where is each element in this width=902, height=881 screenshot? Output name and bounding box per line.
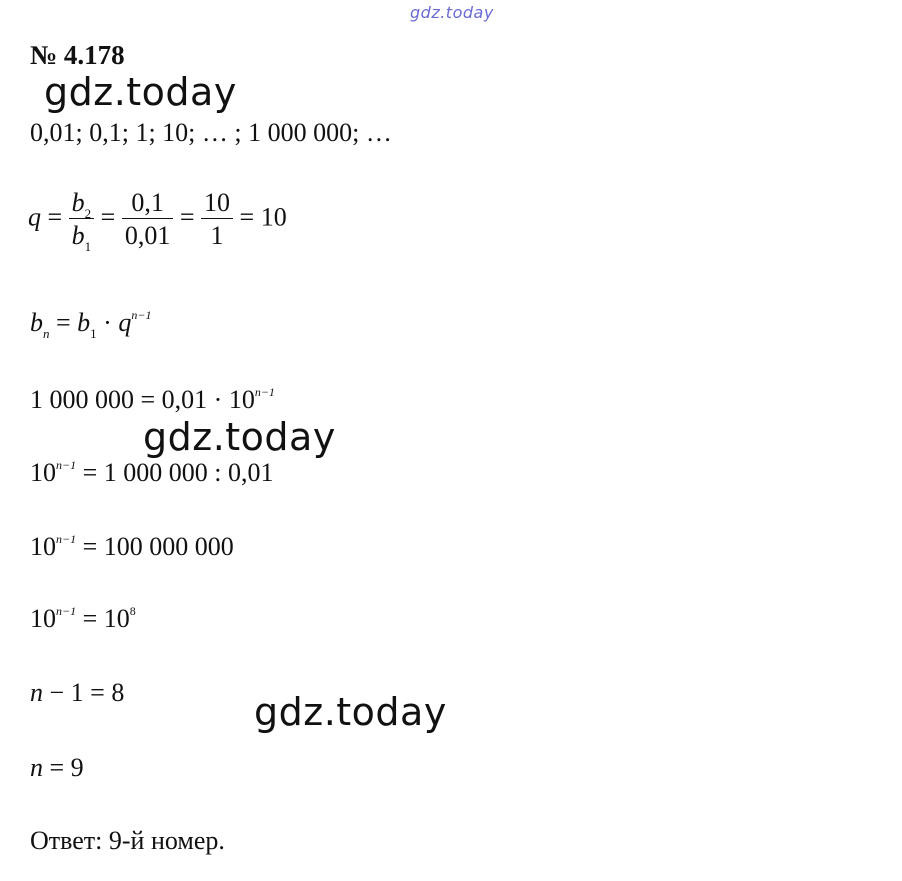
general-term-formula: $b_n = b_1 \cdot q^{n-1}$ xyxy=(30,308,152,341)
fraction-simplified: $\frac{10}{1}$ xyxy=(201,190,233,249)
ratio-equation: q = $\frac{b_2}{b_1}$ = $\frac{0,1}{0,01}$ = $\frac{10}{1}$ = 10 xyxy=(28,188,287,254)
divide-line: $10^{n-1} = 1$ 000 000 : 0,01 xyxy=(30,458,274,487)
watermark-2: gdz.today xyxy=(143,415,336,459)
power-line: $10^{n-1} = 10^8$ xyxy=(30,604,136,633)
fraction-values: $\frac{0,1}{0,01}$ xyxy=(122,190,174,249)
n-minus-line: n − 1 = 8 xyxy=(30,678,125,707)
watermark-1: gdz.today xyxy=(44,70,237,114)
fraction-b2-b1: $\frac{b_2}{b_1}$ xyxy=(69,190,95,249)
n-result-line: n = 9 xyxy=(30,753,84,782)
watermark-3: gdz.today xyxy=(254,690,447,734)
sequence-line: 0,01; 0,1; 1; 10; … ; 1 000 000; … xyxy=(30,118,392,147)
q-symbol: q xyxy=(28,202,41,232)
watermark-top: gdz.today xyxy=(410,3,494,22)
ratio-result: 10 xyxy=(260,202,287,232)
problem-title: № 4.178 xyxy=(30,40,125,70)
substitution-line: 1 000 $000 = 0,01 \cdot 10^{n-1}$ xyxy=(30,385,275,414)
value-line: $10^{n-1} = 100$ 000 000 xyxy=(30,532,234,561)
answer-line: Ответ: 9-й номер. xyxy=(30,826,225,855)
